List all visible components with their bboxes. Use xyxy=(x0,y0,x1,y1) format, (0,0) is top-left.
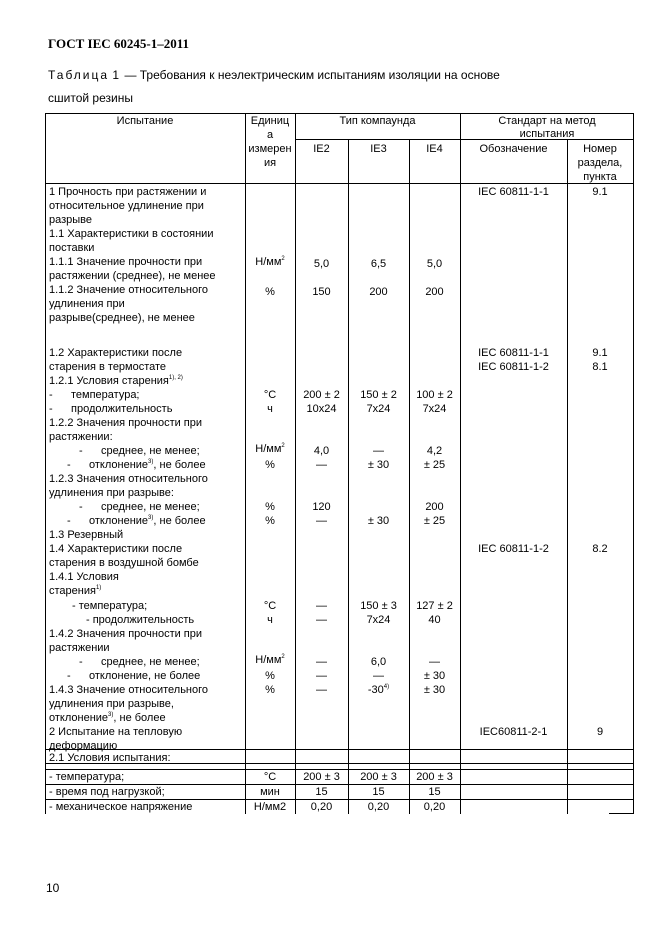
row-line-tail xyxy=(609,813,634,814)
row-1-2-3-text: 1.2.3 Значения относительного xyxy=(49,473,208,485)
col-header-test: Испытание xyxy=(116,115,174,127)
row-1-2-section: 9.1 xyxy=(592,347,608,359)
row-1-2-2-unit: $Н/мм^2$ xyxy=(255,443,285,455)
row-1-2-3-ie3: ± 30 xyxy=(367,515,390,527)
row-1-2-2-unit: % xyxy=(265,459,275,471)
row-1-2-2-ie3: ± 30 xyxy=(367,459,390,471)
col-header-ie3: IE3 xyxy=(370,143,387,155)
row-2-1-text: 2.1 Условия испытания: xyxy=(49,752,171,764)
table-caption-continuation: сшитой резины xyxy=(48,91,133,105)
row-1-4-3-ie2: — xyxy=(316,684,327,696)
row-1-4-text: старения в воздушной бомбе xyxy=(49,557,199,569)
row-1-2-1-duration: продолжительность xyxy=(71,403,173,415)
row-1-4-3-ie4: ± 30 xyxy=(423,684,446,696)
row-2-1-temp-ie3: 200 ± 3 xyxy=(360,771,397,783)
row-2-1-temp-unit: °С xyxy=(263,771,277,783)
row-1-1-1-unit: $Н/мм^2$ xyxy=(255,256,285,268)
row-1-4-1-ie4: 40 xyxy=(428,614,441,626)
row-1-2-1-text: 1.2.1 Условия старения$^{1), 2)}$ xyxy=(49,375,183,387)
row-2-1-time: - время под нагрузкой; xyxy=(49,786,165,798)
row-1-4-3-text: 1.4.3 Значение относительного xyxy=(49,684,209,696)
row-1-2-3-ie4: 200 xyxy=(425,501,444,513)
row-1-standard: IEC 60811-1-1 xyxy=(478,186,549,198)
row-2-1-temp: - температура; xyxy=(49,771,125,783)
row-1-2-text: 1.2 Характеристики после xyxy=(49,347,183,359)
row-2-1-stress: - механическое напряжение xyxy=(49,801,193,813)
row-1-4-2-unit: $Н/мм^2$ xyxy=(255,654,285,666)
row-1-4-1-text: 1.4.1 Условия xyxy=(49,571,119,583)
col-divider-ie4 xyxy=(409,139,410,814)
row-1-4-1-text: старения$^{1)}$ xyxy=(49,585,102,597)
row-1-2-1-ie4: 100 ± 2 xyxy=(416,389,453,401)
row-1-2-2-ie3: — xyxy=(373,445,384,457)
row-1-text: 1 Прочность при растяжении и xyxy=(49,186,207,198)
row-2-1-temp-ie2: 200 ± 3 xyxy=(303,771,340,783)
row-1-1-1-ie3: 6,5 xyxy=(370,258,387,270)
row-2-1-stress-ie2: 0,20 xyxy=(310,801,333,813)
row-line-2 xyxy=(45,749,634,750)
row-1-2-1-ie2: 200 ± 2 xyxy=(303,389,340,401)
row-1-2-3-ie2: — xyxy=(316,515,327,527)
row-1-2-1-ie4: 7х24 xyxy=(422,403,447,415)
row-1-2-3-ie2: 120 xyxy=(312,501,331,513)
row-1-4-2-ie2: — xyxy=(316,670,327,682)
row-1-4-standard: IEC 60811-1-2 xyxy=(478,543,549,555)
row-1-1-2-ie4: 200 xyxy=(425,286,444,298)
row-1-2-1-temp: температура; xyxy=(71,389,140,401)
row-1-2-1-unit: °С xyxy=(263,389,277,401)
row-1-2-3-dev: отклонение$^{3)}$, не более xyxy=(89,515,206,527)
row-1-2-2-text: растяжении: xyxy=(49,431,113,443)
row-1-2-2-ie4: ± 25 xyxy=(423,459,446,471)
row-1-4-1-unit: ч xyxy=(267,614,273,626)
col-divider-ie3 xyxy=(348,139,349,814)
row-1-2-text: старения в термостате xyxy=(49,361,167,373)
row-1-4-2-ie4: — xyxy=(429,656,440,668)
col-header-ie2: IE2 xyxy=(313,143,330,155)
row-1-2-3-ie4: ± 25 xyxy=(423,515,446,527)
row-1-1-text: 1.1 Характеристики в состоянии xyxy=(49,228,214,240)
row-1-4-2-text: 1.4.2 Значения прочности при xyxy=(49,628,203,640)
row-1-2-2-ie2: — xyxy=(316,459,327,471)
row-1-1-2-unit: % xyxy=(265,286,275,298)
row-2-text: деформацию xyxy=(49,740,118,752)
col-divider-section xyxy=(567,139,568,814)
row-1-4-3-unit: % xyxy=(265,684,275,696)
row-2-1-stress-unit: Н/мм2 xyxy=(253,801,287,813)
row-1-2-3-unit: % xyxy=(265,501,275,513)
row-1-2-standard: IEC 60811-1-2 xyxy=(478,361,549,373)
document-header: ГОСТ IEC 60245-1–2011 xyxy=(48,36,190,51)
col-header-unit-2: а xyxy=(266,129,274,141)
row-1-4-1-ie3: 7х24 xyxy=(366,614,391,626)
row-1-2-3-unit: % xyxy=(265,515,275,527)
row-1-4-2-ie4: ± 30 xyxy=(423,670,446,682)
row-1-4-2-ie2: — xyxy=(316,656,327,668)
row-1-2-1-unit: ч xyxy=(267,403,273,415)
col-header-section-2: раздела, xyxy=(577,157,623,169)
row-2-text: 2 Испытание на тепловую xyxy=(49,726,183,738)
row-1-1-2-text: разрыве(среднее), не менее xyxy=(49,312,195,324)
row-1-2-1-ie2: 10х24 xyxy=(306,403,337,415)
row-1-2-2-text: 1.2.2 Значения прочности при xyxy=(49,417,203,429)
row-2-1-stress-ie4: 0,20 xyxy=(423,801,446,813)
row-dash: - xyxy=(79,501,83,513)
row-1-1-text: поставки xyxy=(49,242,95,254)
row-dash: - xyxy=(67,459,71,471)
row-2-1-temp-ie4: 200 ± 3 xyxy=(416,771,453,783)
row-1-1-1-text: растяжении (среднее), не менее xyxy=(49,270,216,282)
row-1-4-2-unit: % xyxy=(265,670,275,682)
row-1-4-1-unit: °С xyxy=(263,600,277,612)
requirements-table xyxy=(45,113,634,814)
page-number: 10 xyxy=(46,881,60,895)
row-1-4-2-dev: отклонение, не более xyxy=(89,670,201,682)
row-1-2-1-ie3: 7х24 xyxy=(366,403,391,415)
row-dash: - xyxy=(67,515,71,527)
row-1-2-section: 8.1 xyxy=(592,361,608,373)
row-2-1-stress-ie3: 0,20 xyxy=(367,801,390,813)
col-header-unit-3: измерен xyxy=(248,143,292,155)
table-border-right xyxy=(633,113,634,814)
row-2-1-time-unit: мин xyxy=(260,786,280,798)
row-1-4-3-text: отклонение$^{3)}$, не более xyxy=(49,712,166,724)
col-header-unit-1: Единиц xyxy=(250,115,290,127)
row-2-1-time-ie4: 15 xyxy=(428,786,441,798)
row-1-2-2-dev: отклонение$^{3)}$, не более xyxy=(89,459,206,471)
row-1-1-2-text: 1.1.2 Значение относительного xyxy=(49,284,209,296)
row-1-4-3-ie3: -30$^{4)}$ xyxy=(367,684,390,696)
row-1-2-2-ie2: 4,0 xyxy=(313,445,330,457)
row-dash: - xyxy=(79,656,83,668)
row-1-2-2-avg: среднее, не менее; xyxy=(101,445,200,457)
row-2-standard: IEC60811-2-1 xyxy=(479,726,548,738)
row-1-4-1-ie4: 127 ± 2 xyxy=(416,600,453,612)
col-header-ie4: IE4 xyxy=(426,143,443,155)
row-1-4-section: 8.2 xyxy=(592,543,608,555)
row-2-1-time-ie3: 15 xyxy=(372,786,385,798)
row-dash: - xyxy=(49,403,53,415)
row-1-4-1-ie2: — xyxy=(316,600,327,612)
row-1-2-3-avg: среднее, не менее; xyxy=(101,501,200,513)
row-1-3-text: 1.3 Резервный xyxy=(49,529,124,541)
row-1-2-2-ie4: 4,2 xyxy=(426,445,443,457)
row-dash: - xyxy=(67,670,71,682)
row-1-section: 9.1 xyxy=(592,186,608,198)
row-1-4-2-ie3: — xyxy=(373,670,384,682)
row-1-text: относительное удлинение при xyxy=(49,200,204,212)
col-header-compound-type: Тип компаунда xyxy=(339,115,416,127)
col-header-designation: Обозначение xyxy=(479,143,548,155)
table-border-left xyxy=(45,113,46,814)
row-2-section: 9 xyxy=(596,726,604,738)
row-1-2-3-text: удлинения при разрыве: xyxy=(49,487,174,499)
row-1-4-2-text: растяжении xyxy=(49,642,110,654)
row-1-4-1-duration: - продолжительность xyxy=(86,614,195,626)
row-1-1-2-ie3: 200 xyxy=(369,286,388,298)
row-1-2-standard: IEC 60811-1-1 xyxy=(478,347,549,359)
col-header-method-2: испытания xyxy=(519,128,575,140)
row-1-1-1-text: 1.1.1 Значение прочности при xyxy=(49,256,203,268)
row-1-2-1-ie3: 150 ± 2 xyxy=(360,389,397,401)
row-1-1-2-text: удлинения при xyxy=(49,298,125,310)
row-1-4-1-ie2: — xyxy=(316,614,327,626)
row-1-4-1-ie3: 150 ± 3 xyxy=(360,600,397,612)
row-1-4-2-avg: среднее, не менее; xyxy=(101,656,200,668)
row-2-1-time-ie2: 15 xyxy=(315,786,328,798)
row-dash: - xyxy=(79,445,83,457)
row-1-1-1-ie2: 5,0 xyxy=(313,258,330,270)
row-1-1-1-ie4: 5,0 xyxy=(426,258,443,270)
col-header-method-1: Стандарт на метод xyxy=(498,115,596,127)
row-1-4-2-ie3: 6,0 xyxy=(370,656,387,668)
col-header-unit-4: ия xyxy=(263,157,277,169)
row-1-4-1-temp: - температура; xyxy=(72,600,148,612)
col-header-section-3: пункта xyxy=(583,171,617,183)
col-divider-method xyxy=(460,113,461,814)
header-subdivider-type xyxy=(295,139,460,140)
table-caption: Таблица 1 — Требования к неэлектрическим испытаниям изоляции на основе xyxy=(48,68,500,82)
header-bottom-line xyxy=(45,183,634,184)
col-header-section-1: Номер xyxy=(583,143,617,155)
row-dash: - xyxy=(49,389,53,401)
row-1-4-3-text: удлинения при разрыве, xyxy=(49,698,174,710)
row-1-4-text: 1.4 Характеристики после xyxy=(49,543,183,555)
row-1-1-2-ie2: 150 xyxy=(312,286,331,298)
row-1-text: разрыве xyxy=(49,214,93,226)
